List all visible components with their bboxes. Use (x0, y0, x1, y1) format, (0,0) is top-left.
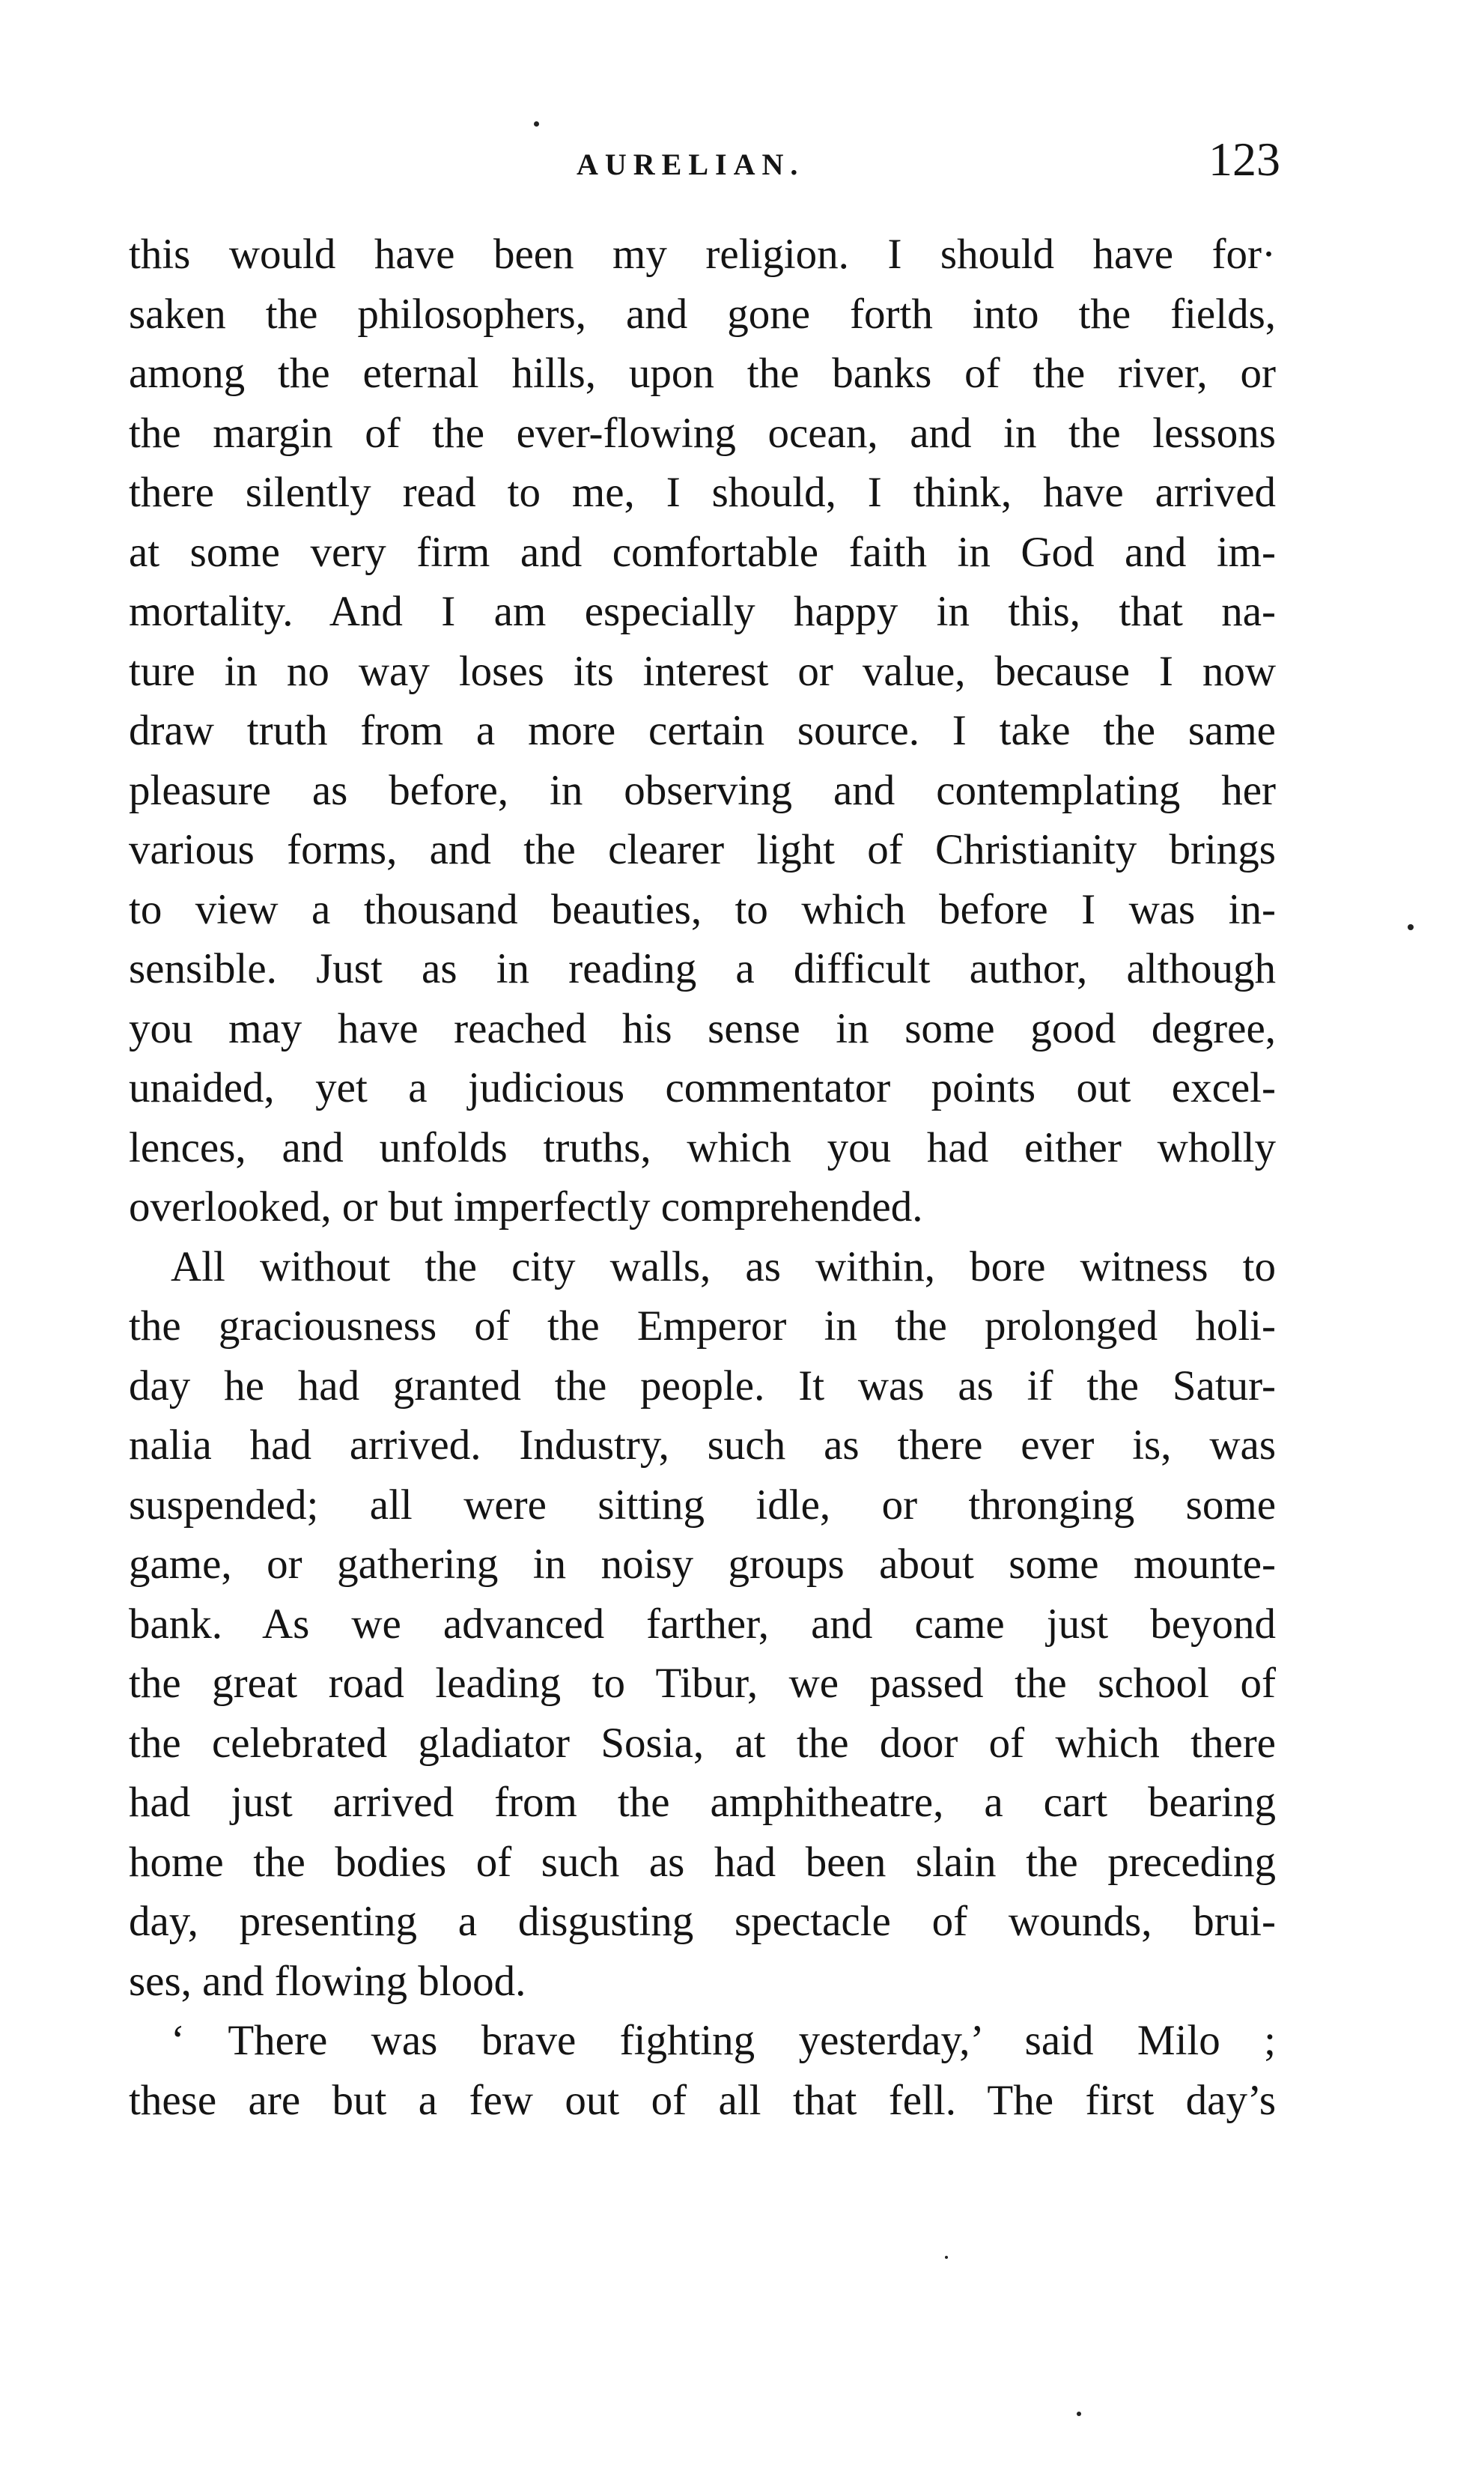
text-line: sensible. Just as in reading a difficult author, although (129, 945, 1276, 992)
text-line: the celebrated gladiator Sosia, at the door of which there (129, 1719, 1276, 1767)
text-line: overlooked, or but imperfectly comprehended. (129, 1183, 923, 1231)
text-line: pleasure as before, in observing and contemplating her (129, 766, 1276, 814)
page-header (127, 126, 1280, 201)
text-line: the great road leading to Tibur, we passed the school of (129, 1660, 1276, 1707)
text-line: ‘ There was brave fighting yesterday,’ said Milo ; (171, 2017, 1276, 2064)
text-line: various forms, and the clearer light of Christianity brings (129, 826, 1276, 873)
text-line: home the bodies of such as had been slain the preceding (129, 1838, 1276, 1886)
text-line: these are but a few out of all that fell. The first day’s (129, 2076, 1276, 2124)
body-text (129, 225, 1276, 2130)
text-line: the graciousness of the Emperor in the prolonged holi- (129, 1302, 1276, 1350)
scan-speck (534, 121, 539, 127)
text-line: ture in no way loses its interest or value, because I now (129, 647, 1276, 695)
text-line: ses, and flowing blood. (129, 1957, 526, 2005)
text-line: day he had granted the people. It was as if the Satur- (129, 1362, 1276, 1410)
text-line: you may have reached his sense in some good degree, (129, 1004, 1276, 1052)
text-line: day, presenting a disgusting spectacle of wounds, brui- (129, 1898, 1276, 1945)
text-line: All without the city walls, as within, bore witness to (171, 1242, 1276, 1290)
text-line: lences, and unfolds truths, which you had either wholly (129, 1123, 1276, 1171)
text-line: to view a thousand beauties, to which before I was in- (129, 885, 1276, 933)
text-line: at some very firm and comfortable faith in God and im- (129, 528, 1276, 576)
text-line: unaided, yet a judicious commentator points out excel- (129, 1064, 1276, 1111)
text-line: game, or gathering in noisy groups about some mounte- (129, 1541, 1276, 1588)
text-line: this would have been my religion. I should have for· (129, 231, 1276, 278)
text-line: among the eternal hills, upon the banks of the river, or (129, 350, 1276, 397)
running-head: AURELIAN. (577, 148, 805, 181)
text-line: draw truth from a more certain source. I take the same (129, 707, 1276, 754)
text-line: saken the philosophers, and gone forth into the fields, (129, 290, 1276, 338)
text-line: there silently read to me, I should, I think, have arrived (129, 469, 1276, 516)
text-line: had just arrived from the amphitheatre, a cart bearing (129, 1779, 1276, 1826)
text-line: mortality. And I am especially happy in this, that na- (129, 588, 1276, 635)
text-line: suspended; all were sitting idle, or thronging some (129, 1481, 1276, 1529)
text-line: bank. As we advanced farther, and came just beyond (129, 1600, 1276, 1648)
scan-speck (945, 2256, 948, 2259)
scan-speck (1077, 2412, 1081, 2416)
text-line: the margin of the ever-flowing ocean, and in the lessons (129, 409, 1276, 457)
text-line: nalia had arrived. Industry, such as there ever is, was (129, 1421, 1276, 1469)
page-number: 123 (1208, 133, 1280, 186)
scan-speck (1408, 924, 1414, 930)
